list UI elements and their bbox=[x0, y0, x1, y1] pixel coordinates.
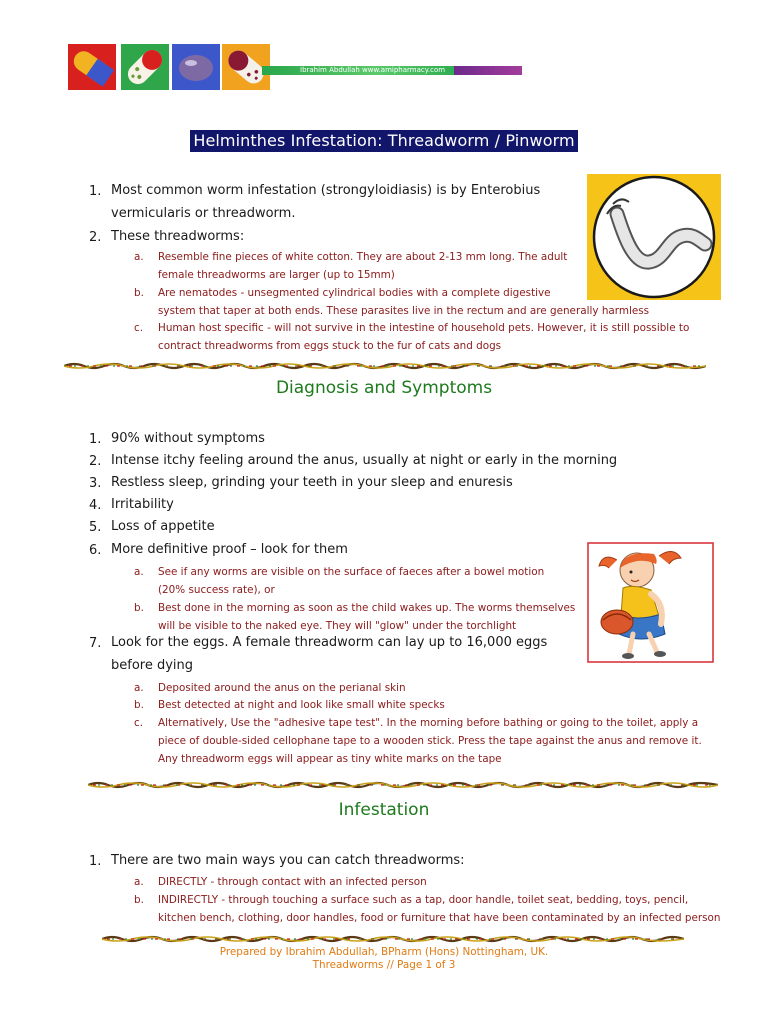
sub-list-line: piece of double-sided cellophane tape to a wooden stick. Press the tape against the anus and remove it. bbox=[158, 735, 702, 747]
sub-list-item bbox=[134, 599, 583, 635]
list-item bbox=[111, 179, 571, 225]
sub-list-letter: a. bbox=[134, 251, 144, 263]
list-item bbox=[111, 631, 561, 677]
list-number: 7. bbox=[89, 636, 102, 651]
list-item-line: Look for the eggs. A female threadworm can lay up to 16,000 eggs bbox=[111, 635, 548, 650]
sub-list-line: Best detected at night and look like small white specks bbox=[158, 699, 445, 711]
pill-icon bbox=[68, 44, 116, 90]
section-title: Infestation bbox=[338, 800, 430, 820]
sub-list-letter: a. bbox=[134, 682, 144, 694]
sub-list-line: See if any worms are visible on the surface of faeces after a bowel motion bbox=[158, 566, 545, 578]
sub-list-letter: c. bbox=[134, 717, 144, 729]
list-number: 6. bbox=[89, 543, 102, 558]
sub-list-line: DIRECTLY - through contact with an infected person bbox=[158, 876, 427, 888]
banner-bar-accent bbox=[454, 66, 522, 75]
sub-list-letter: c. bbox=[134, 322, 144, 334]
list-item-line: Most common worm infestation (strongyloidiasis) is by Enterobius bbox=[111, 183, 541, 198]
list-item-line: These threadworms: bbox=[111, 229, 245, 244]
list-item-line: vermicularis or threadworm. bbox=[111, 206, 296, 221]
sub-list-letter: b. bbox=[134, 699, 144, 711]
sub-list-item bbox=[134, 563, 578, 599]
sub-list-line: kitchen bench, clothing, door handles, food or furniture that have been contaminated by an infected person bbox=[158, 912, 721, 924]
list-item: More definitive proof – look for them bbox=[111, 542, 348, 557]
sub-list-line: Human host specific - will not survive in the intestine of household pets. However, it is still possible to bbox=[158, 322, 690, 334]
list-item: 90% without symptoms bbox=[111, 431, 265, 446]
page-title: Helminthes Infestation: Threadworm / Pinworm bbox=[190, 130, 577, 152]
sub-list-line: will be visible to the naked eye. They will "glow" under the torchlight bbox=[158, 620, 517, 632]
list-number: 2. bbox=[89, 230, 102, 245]
list-number: 3. bbox=[89, 476, 102, 491]
sub-list-line: contract threadworms from eggs stuck to the fur of cats and dogs bbox=[158, 340, 502, 352]
list-number: 5. bbox=[89, 520, 102, 535]
list-number: 1. bbox=[89, 854, 102, 869]
worm-illustration bbox=[587, 174, 721, 300]
sub-list-item bbox=[134, 248, 588, 284]
sub-list-line: Deposited around the anus on the perianal skin bbox=[158, 682, 406, 694]
sub-list-item bbox=[134, 319, 718, 355]
list-item: Irritability bbox=[111, 497, 174, 512]
sub-list-item bbox=[134, 696, 445, 714]
sub-list-item bbox=[134, 284, 678, 320]
section-title: Diagnosis and Symptoms bbox=[275, 378, 493, 398]
list-number: 1. bbox=[89, 432, 102, 447]
sub-list-line: INDIRECTLY - through touching a surface such as a tap, door handle, toilet seat, bedding, toys, pencil, bbox=[158, 894, 689, 906]
pill-icon bbox=[172, 44, 220, 90]
vine-divider bbox=[88, 780, 718, 790]
banner-credit: Ibrahim Abdullah www.amipharmacy.com bbox=[300, 66, 446, 74]
sub-list-letter: b. bbox=[134, 287, 144, 299]
list-item: Restless sleep, grinding your teeth in your sleep and enuresis bbox=[111, 475, 513, 490]
sub-list-line: system that taper at both ends. These parasites live in the rectum and are generally harmless bbox=[158, 305, 650, 317]
sub-list-item bbox=[134, 679, 406, 697]
sub-list-letter: a. bbox=[134, 566, 144, 578]
footer-page-number: Threadworms // Page 1 of 3 bbox=[312, 959, 456, 971]
list-item: Loss of appetite bbox=[111, 519, 215, 534]
child-scratching-illustration bbox=[587, 542, 714, 663]
sub-list-line: Are nematodes - unsegmented cylindrical bodies with a complete digestive bbox=[158, 287, 551, 299]
sub-list-line: Alternatively, Use the "adhesive tape test". In the morning before bathing or going to the toilet, apply a bbox=[158, 717, 699, 729]
list-item bbox=[111, 225, 244, 248]
sub-list-item bbox=[134, 714, 718, 768]
sub-list-line: (20% success rate), or bbox=[158, 584, 275, 596]
pill-icon bbox=[121, 44, 169, 90]
footer-credit: Prepared by Ibrahim Abdullah, BPharm (Hons) Nottingham, UK. bbox=[219, 946, 549, 958]
sub-list-item bbox=[134, 891, 728, 927]
sub-list-line: Best done in the morning as soon as the child wakes up. The worms themselves bbox=[158, 602, 576, 614]
vine-divider bbox=[64, 361, 706, 371]
list-item: Intense itchy feeling around the anus, usually at night or early in the morning bbox=[111, 453, 618, 468]
sub-list-letter: a. bbox=[134, 876, 144, 888]
sub-list-line: Any threadworm eggs will appear as tiny white marks on the tape bbox=[158, 753, 502, 765]
list-item: There are two main ways you can catch threadworms: bbox=[111, 853, 465, 868]
sub-list-letter: b. bbox=[134, 602, 144, 614]
sub-list-letter: b. bbox=[134, 894, 144, 906]
list-number: 1. bbox=[89, 184, 102, 199]
list-item-line: before dying bbox=[111, 658, 194, 673]
sub-list-line: female threadworms are larger (up to 15mm) bbox=[158, 269, 395, 281]
list-number: 4. bbox=[89, 498, 102, 513]
vine-divider bbox=[102, 934, 684, 944]
list-number: 2. bbox=[89, 454, 102, 469]
sub-list-line: Resemble fine pieces of white cotton. They are about 2-13 mm long. The adult bbox=[158, 251, 568, 263]
sub-list-item bbox=[134, 873, 427, 891]
